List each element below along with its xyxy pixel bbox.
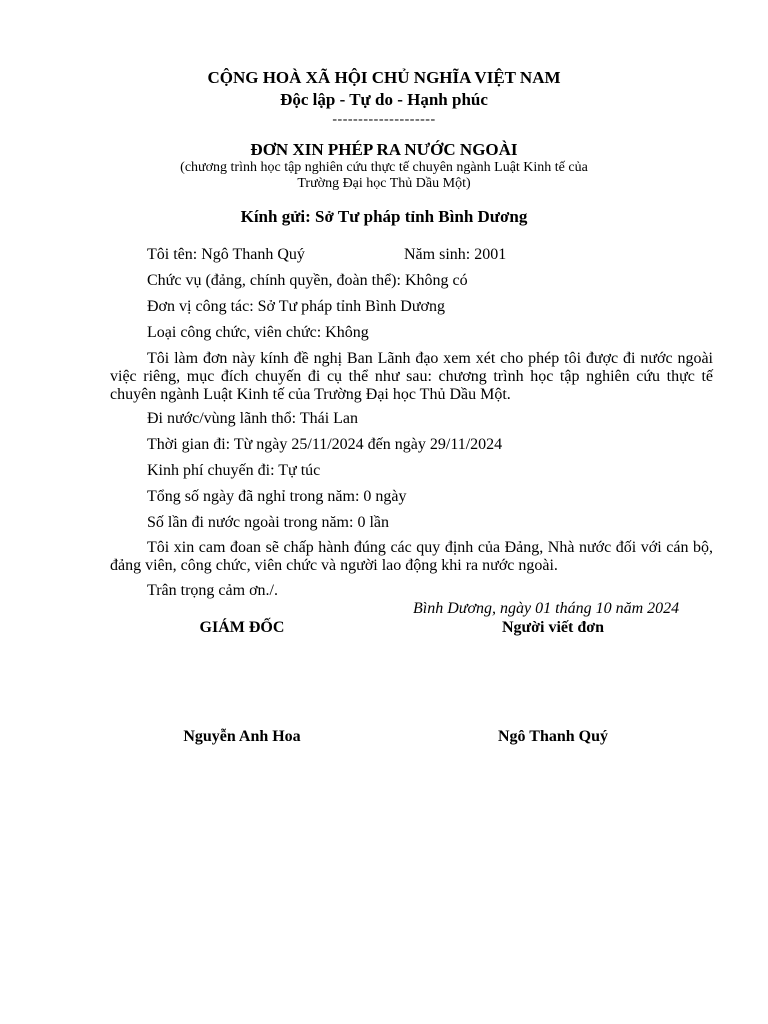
period-line: Thời gian đi: Từ ngày 25/11/2024 đến ngày 29/11/2024 bbox=[147, 436, 503, 453]
destination-line: Đi nước/vùng lãnh thổ: Thái Lan bbox=[147, 410, 359, 427]
birth-year: Năm sinh: 2001 bbox=[404, 246, 507, 263]
right-signer-title: Người viết đơn bbox=[502, 619, 604, 636]
form-subtitle-line1: (chương trình học tập nghiên cứu thực tế chuyên ngành Luật Kinh tế của bbox=[180, 160, 588, 175]
country-heading: CỘNG HOÀ XÃ HỘI CHỦ NGHĨA VIỆT NAM bbox=[207, 68, 561, 87]
days-off-line: Tổng số ngày đã nghỉ trong năm: 0 ngày bbox=[147, 488, 407, 505]
form-subtitle-line2: Trường Đại học Thủ Dầu Một) bbox=[297, 176, 471, 191]
closing-line: Trân trọng cảm ơn./. bbox=[147, 582, 278, 599]
position-line: Chức vụ (đảng, chính quyền, đoàn thể): Không có bbox=[147, 272, 468, 289]
place-date: Bình Dương, ngày 01 tháng 10 năm 2024 bbox=[413, 600, 680, 617]
commitment-paragraph: Tôi xin cam đoan sẽ chấp hành đúng các quy định của Đảng, Nhà nước đối với cán bộ, đảng viên, công chức, viên chức và người lao động khi ra nước ngoài. bbox=[110, 539, 713, 574]
motto: Độc lập - Tự do - Hạnh phúc bbox=[280, 90, 488, 109]
right-signer-name: Ngô Thanh Quý bbox=[498, 728, 608, 745]
trips-line: Số lần đi nước ngoài trong năm: 0 lần bbox=[147, 514, 389, 531]
applicant-name: Tôi tên: Ngô Thanh Quý bbox=[147, 246, 305, 263]
unit-line: Đơn vị công tác: Sở Tư pháp tỉnh Bình Dương bbox=[147, 298, 445, 315]
funding-line: Kinh phí chuyến đi: Tự túc bbox=[147, 462, 321, 479]
left-signer-title: GIÁM ĐỐC bbox=[199, 619, 285, 636]
recipient-line: Kính gửi: Sở Tư pháp tỉnh Bình Dương bbox=[240, 207, 528, 226]
form-title: ĐƠN XIN PHÉP RA NƯỚC NGOÀI bbox=[250, 140, 518, 159]
left-signer-name: Nguyễn Anh Hoa bbox=[183, 728, 301, 745]
civil-type-line: Loại công chức, viên chức: Không bbox=[147, 324, 369, 341]
heading-divider: -------------------- bbox=[332, 112, 436, 127]
request-paragraph: Tôi làm đơn này kính đề nghị Ban Lãnh đạo xem xét cho phép tôi được đi nước ngoài việc riêng, mục đích chuyến đi cụ thể như sau: chương trình học tập nghiên cứu thực tế chuyên ngành Luật Kinh tế của Trường Đại học Thủ Dầu Một. bbox=[110, 350, 713, 403]
